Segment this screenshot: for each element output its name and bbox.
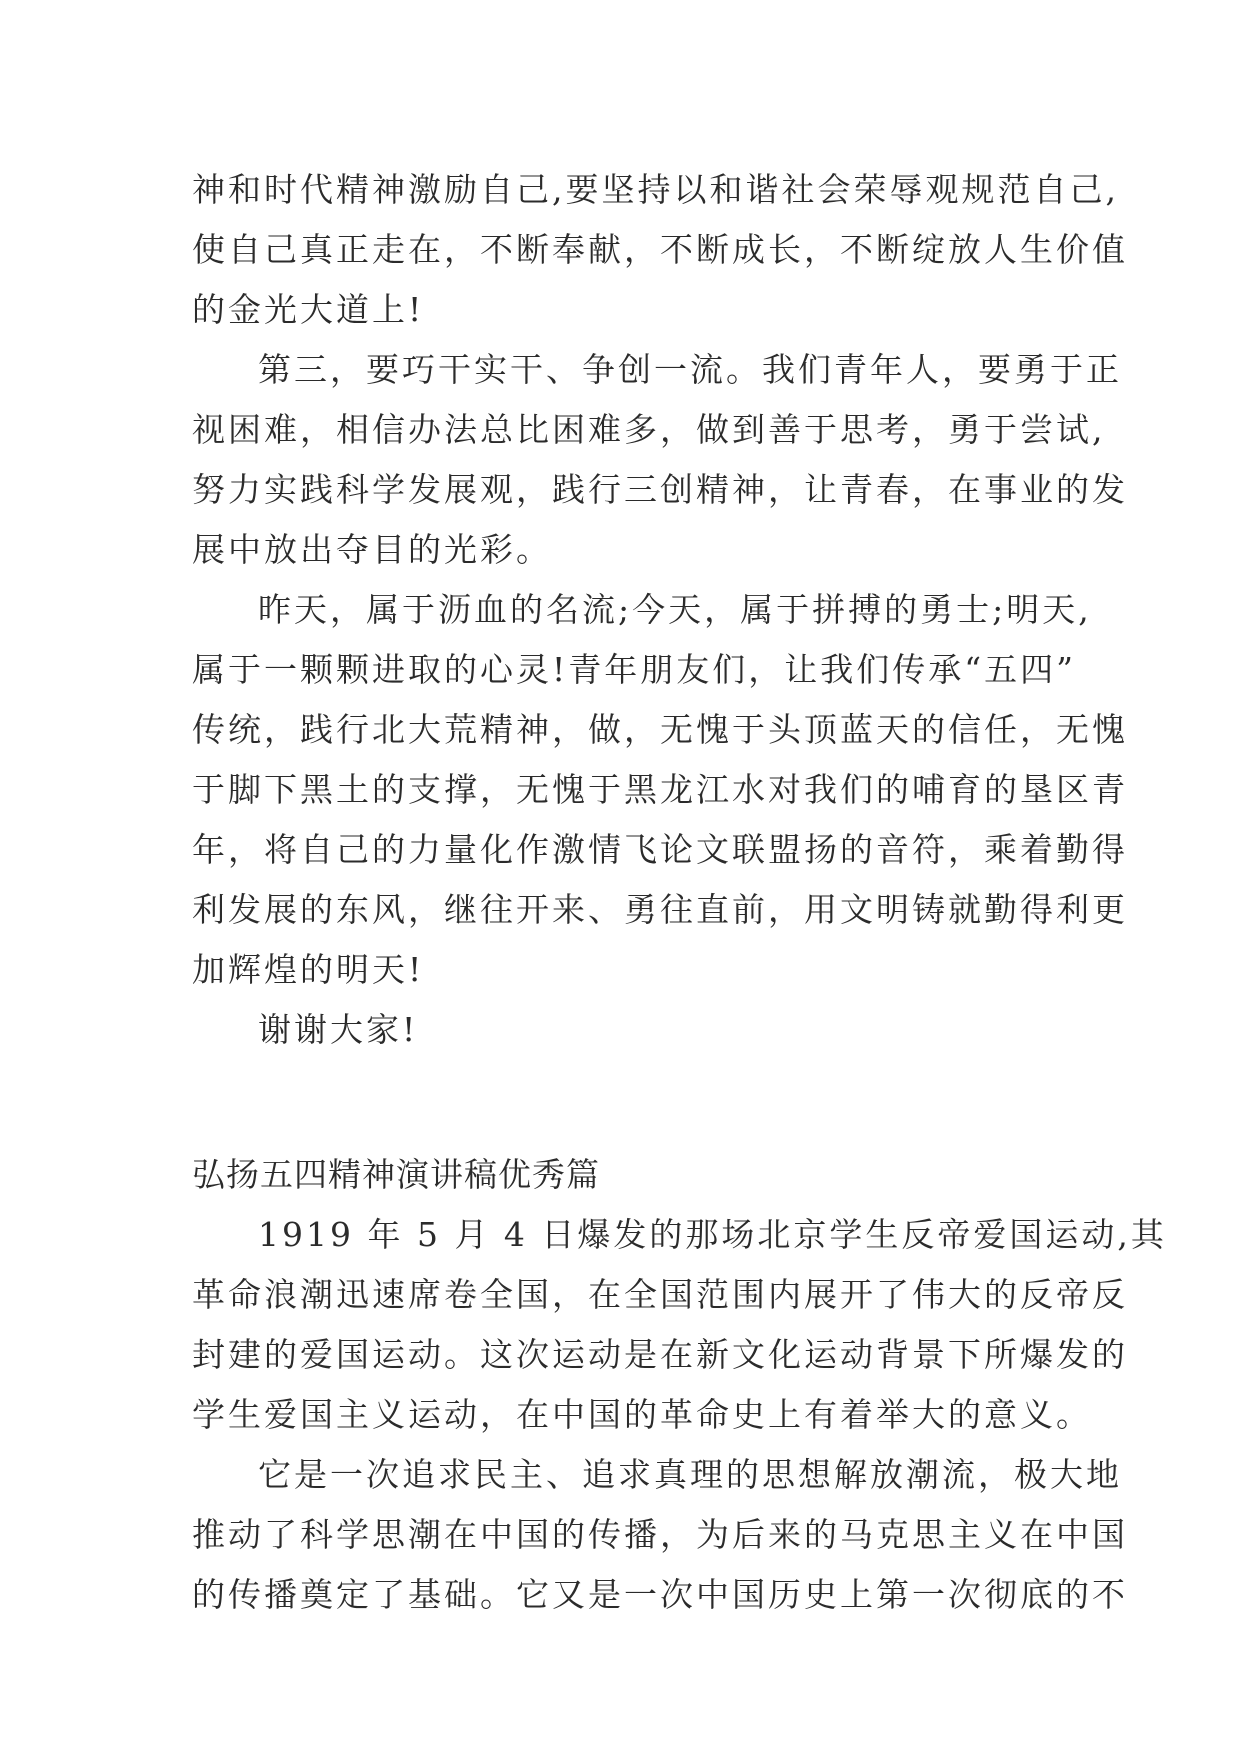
text-line: 使自己真正走在，不断奉献，不断成长，不断绽放人生价值 — [192, 230, 1128, 269]
paragraph-significance — [192, 1445, 1128, 1625]
text-line: 革命浪潮迅速席卷全国，在全国范围内展开了伟大的反帝反 — [192, 1275, 1128, 1314]
paragraph-continuation — [192, 160, 1128, 340]
paragraph-history — [192, 1205, 1167, 1445]
text-line: 的传播奠定了基础。它又是一次中国历史上第一次彻底的不 — [192, 1575, 1128, 1614]
paragraph-closing — [192, 580, 1128, 1000]
text-line: 1919 年 5 月 4 日爆发的那场北京学生反帝爱国运动,其 — [258, 1215, 1167, 1254]
text-line: 学生爱国主义运动，在中国的革命史上有着举大的意义。 — [192, 1395, 1092, 1434]
text-line: 利发展的东风，继往开来、勇往直前，用文明铸就勤得利更 — [192, 890, 1128, 929]
text-line: 封建的爱国运动。这次运动是在新文化运动背景下所爆发的 — [192, 1335, 1128, 1374]
text-line: 第三，要巧干实干、争创一流。我们青年人，要勇于正 — [258, 350, 1122, 389]
text-line: 努力实践科学发展观，践行三创精神，让青春，在事业的发 — [192, 470, 1128, 509]
text-line: 的金光大道上! — [192, 290, 425, 329]
text-line: 昨天，属于沥血的名流;今天，属于拼搏的勇士;明天, — [258, 590, 1092, 629]
text-line: 于脚下黑土的支撑，无愧于黑龙江水对我们的哺育的垦区青 — [192, 770, 1128, 809]
text-line: 视困难，相信办法总比困难多，做到善于思考，勇于尝试, — [192, 410, 1106, 449]
section-title: 弘扬五四精神演讲稿优秀篇 — [192, 1155, 600, 1194]
text-line: 谢谢大家! — [258, 1010, 419, 1049]
paragraph-third-point — [192, 340, 1128, 580]
text-line: 神和时代精神激励自己,要坚持以和谐社会荣辱观规范自己, — [192, 170, 1119, 209]
text-line: 展中放出夺目的光彩。 — [192, 530, 552, 569]
text-line: 加辉煌的明天! — [192, 950, 425, 989]
text-line: 传统，践行北大荒精神，做，无愧于头顶蓝天的信任，无愧 — [192, 710, 1128, 749]
text-line: 推动了科学思潮在中国的传播，为后来的马克思主义在中国 — [192, 1515, 1128, 1554]
document-body — [192, 160, 1167, 1625]
section-spacer — [192, 1060, 1092, 1145]
text-line: 它是一次追求民主、追求真理的思想解放潮流，极大地 — [258, 1455, 1122, 1494]
text-line: 年，将自己的力量化作激情飞论文联盟扬的音符，乘着勤得 — [192, 830, 1128, 869]
paragraph-thanks — [192, 1000, 1092, 1060]
section-heading — [192, 1145, 1092, 1205]
text-line: 属于一颗颗进取的心灵!青年朋友们，让我们传承“五四” — [192, 650, 1077, 689]
